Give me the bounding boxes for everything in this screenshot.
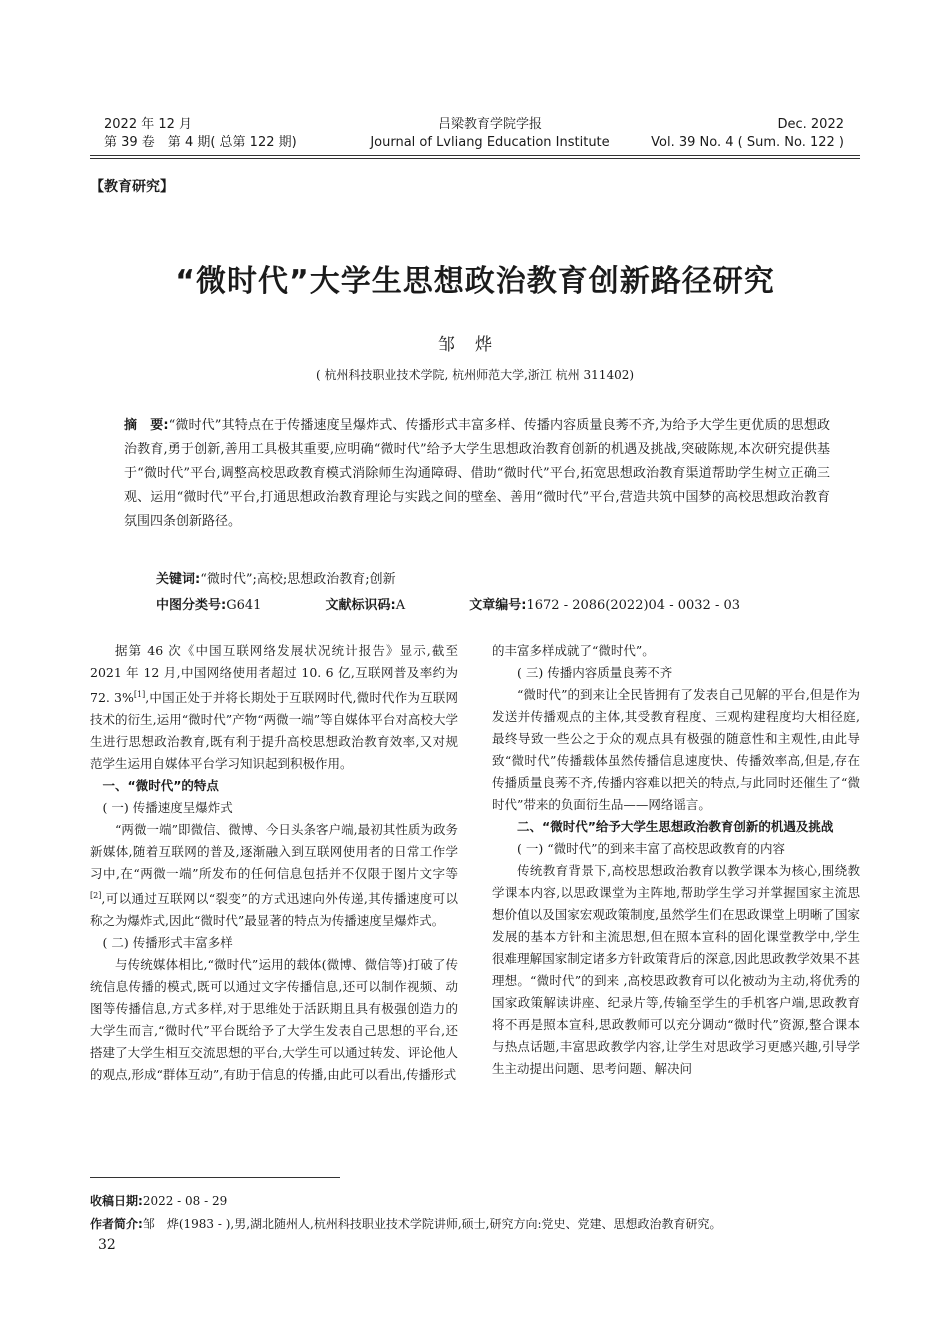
- header-volume: 第 39 卷 第 4 期( 总第 122 期): [104, 135, 297, 150]
- paragraph: 据第 46 次《中国互联网络发展状况统计报告》显示,截至 2021 年 12 月,中国网络使用者超过 10. 6 亿,互联网普及率约为 72. 3%[1],中国正处于并将长期处于互联网时代,微时代作为互联网技术的衍生,运用“微时代”产物“两微一端”等自媒体平台对高校大学生进行思想政治教育,既有利于提升高校思想政治教育效率,又对规范学生运用自媒体平台学习知识起到积极作用。: [90, 643, 459, 772]
- author-bio: 作者简介:邹 烨(1983 - ),男,湖北随州人,杭州科技职业技术学院讲师,硕士,研究方向:党史、党建、思想政治教育研究。: [90, 1217, 722, 1231]
- paragraph: 传统教育背景下,高校思想政治教育以教学课本为核心,围绕教学课本内容,以思政课堂为主阵地,帮助学生学习并掌握国家主流思想价值以及国家宏观政策制度,虽然学生们在思政课堂上明晰了国家发展的基本方针和主流思想,但在照本宣科的固化课堂教学中,学生很难理解国家制定诸多方针政策背后的深意,因此思政教学效果不甚理想。“微时代”的到来 ,高校思政教育可以化被动为主动,将优秀的国家政策解读讲座、纪录片等,传输至学生的手机客户端,思政教育将不再是照本宣科,思政教师可以充分调动“微时代”资源,整合课本与热点话题,丰富思政教学内容,让学生对思政学习更感兴趣,引导学生主动提出问题、思考问题、解决问: [492, 863, 860, 1076]
- paragraph: “两微一端”即微信、微博、今日头条客户端,最初其性质为政务新媒体,随着互联网的普及,逐渐融入到互联网使用者的日常工作学习中,在“两微一端”所发布的任何信息包括并不仅限于图片文字等[2],可以通过互联网以“裂变”的方式迅速向外传递,其传播速度可以称之为爆炸式,因此“微时代”最显著的特点为传播速度呈爆炸式。: [90, 822, 458, 929]
- citation-ref[interactable]: [1]: [133, 690, 146, 699]
- clc: 中图分类号:G641: [156, 598, 262, 613]
- subsection-heading: ( 二) 传播形式丰富多样: [102, 935, 233, 951]
- keywords-label: 关键词:: [156, 572, 201, 587]
- affiliation: ( 杭州科技职业技术学院, 杭州师范大学,浙江 杭州 311402): [315, 368, 635, 382]
- page-number: 32: [98, 1237, 116, 1253]
- abstract-label: 摘 要:: [124, 418, 169, 433]
- abstract-text: “微时代”其特点在于传播速度呈爆炸式、传播形式丰富多样、传播内容质量良莠不齐,为给予大学生更优质的思想政治教育,勇于创新,善用工具极其重要,应明确“微时代”给予大学生思想政治教育创新的机遇及挑战,突破陈规,本次研究提供基于“微时代”平台,调整高校思政教育模式消除师生沟通障碍、借助“微时代”平台,拓宽思想政治教育渠道帮助学生树立正确三观、运用“微时代”平台,打通思想政治教育理论与实践之间的壁垒、善用“微时代”平台,营造共筑中国梦的高校思想政治教育氛围四条创新路径。: [124, 418, 830, 529]
- paragraph: 与传统媒体相比,“微时代”运用的载体(微博、微信等)打破了传统信息传播的模式,既可以通过文字传播信息,还可以制作视频、动图等传播信息,方式多样,对于思维处于活跃期且具有极强创造力的大学生而言,“微时代”平台既给予了大学生发表自己思想的平台,还搭建了大学生相互交流思想的平台,大学生可以通过转发、评论他人的观点,形成“群体互动”,有助于信息的传播,由此可以看出,传播形式: [90, 957, 458, 1083]
- paragraph: “微时代”的到来让全民皆拥有了发表自己见解的平台,但是作为发送并传播观点的主体,其受教育程度、三观构建程度均大相径庭,最终导致一些公之于众的观点具有极强的随意性和主观性,由此导致“微时代”传播载体虽然传播信息速度快、传播效率高,但是,存在传播质量良莠不齐,传播内容难以把关的特点,与此同时还催生了“微时代”带来的负面衍生品——网络谣言。: [492, 687, 860, 812]
- subsection-heading: ( 一) 传播速度呈爆炸式: [102, 800, 233, 816]
- keywords: [156, 570, 396, 590]
- left-column: [90, 640, 458, 1086]
- section-tag: 【教育研究】: [90, 179, 174, 195]
- author-name: 邹烨: [438, 335, 512, 355]
- article-number: 文章编号:1672 - 2086(2022)04 - 0032 - 03: [469, 598, 741, 613]
- received-date: 收稿日期:2022 - 08 - 29: [90, 1194, 228, 1208]
- abstract: [124, 414, 830, 534]
- header-volume-en: Vol. 39 No. 4 ( Sum. No. 122 ): [651, 135, 844, 150]
- section-heading: 一、“微时代”的特点: [102, 778, 219, 794]
- paragraph: 的丰富多样成就了“微时代”。: [492, 643, 655, 658]
- paper-title: “微时代”大学生思想政治教育创新路径研究: [175, 264, 775, 299]
- doc-code: 文献标识码:A: [325, 598, 406, 613]
- subsection-heading: ( 一) “微时代”的到来丰富了高校思政教育的内容: [517, 841, 785, 856]
- header-rule-2: [90, 158, 860, 159]
- footnote-rule: [90, 1177, 340, 1178]
- subsection-heading: ( 三) 传播内容质量良莠不齐: [517, 665, 673, 680]
- header-date: 2022 年 12 月: [104, 117, 193, 132]
- classification-line: [156, 596, 800, 616]
- section-heading: 二、“微时代”给予大学生思想政治教育创新的机遇及挑战: [517, 819, 834, 834]
- citation-ref[interactable]: [2]: [90, 891, 102, 901]
- header-date-en: Dec. 2022: [777, 117, 844, 132]
- header-rule: [90, 155, 860, 156]
- journal-name-cn: 吕梁教育学院学报: [437, 117, 542, 132]
- right-column: [492, 640, 860, 1080]
- journal-name-en: Journal of Lvliang Education Institute: [370, 135, 610, 150]
- keywords-text: “微时代”;高校;思想政治教育;创新: [200, 572, 396, 587]
